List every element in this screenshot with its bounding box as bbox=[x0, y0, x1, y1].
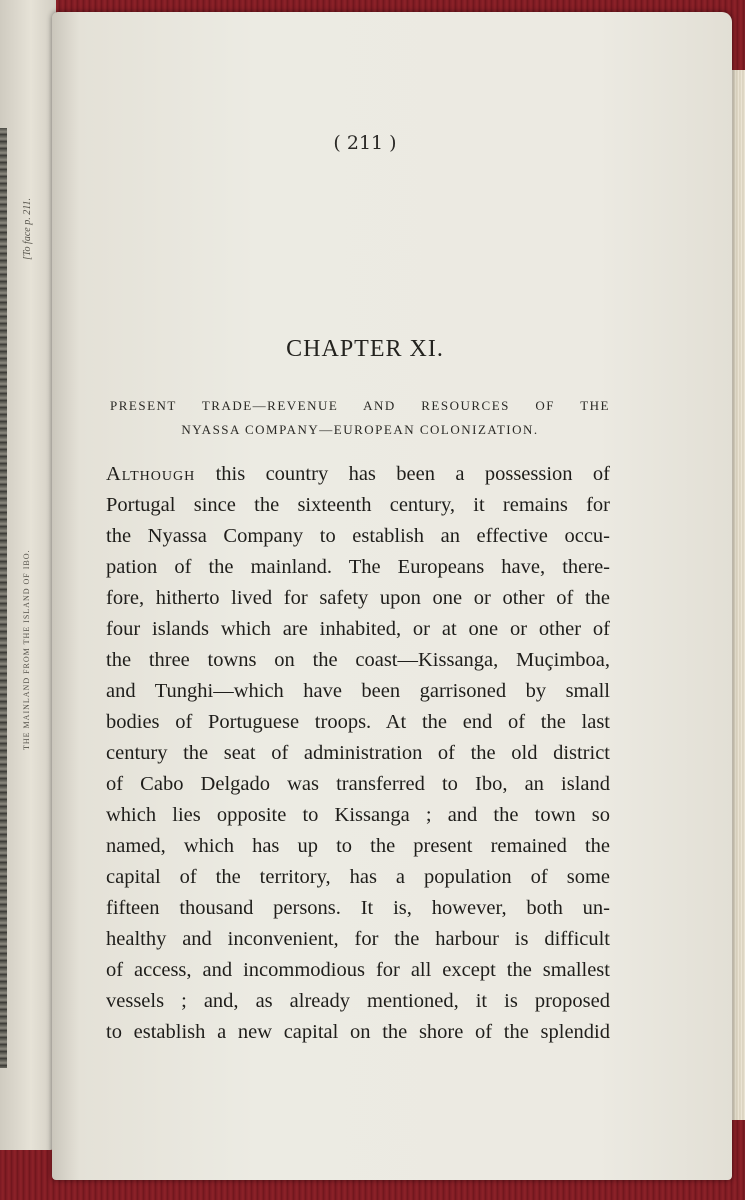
text-line: bodies of Portuguese troops. At the end of the last bbox=[106, 711, 610, 733]
text-line: named, which has up to the present remained the bbox=[106, 835, 610, 857]
page-number: ( 211 ) bbox=[333, 132, 397, 154]
text-line: pation of the mainland. The Europeans have, there- bbox=[106, 556, 610, 578]
facing-page bbox=[0, 0, 56, 1150]
text-line: the Nyassa Company to establish an effective occu- bbox=[106, 525, 610, 547]
text-line: capital of the territory, has a population of some bbox=[106, 866, 610, 888]
chapter-summary bbox=[110, 394, 610, 442]
text-line: and Tunghi—which have been garrisoned by small bbox=[106, 680, 610, 702]
text-line: fifteen thousand persons. It is, however, both un- bbox=[106, 897, 610, 919]
text-line: the three towns on the coast—Kissanga, Muçimboa, bbox=[106, 649, 610, 671]
text-line: Although this country has been a possession of bbox=[106, 463, 611, 485]
text-line: four islands which are inhabited, or at one or other of bbox=[106, 618, 610, 640]
text-line: to establish a new capital on the shore of the splendid bbox=[106, 1021, 610, 1043]
first-word: Although bbox=[106, 463, 196, 485]
plate-facing-note: [To face p. 211. bbox=[22, 198, 33, 260]
text-line: fore, hitherto lived for safety upon one or other of the bbox=[106, 587, 610, 609]
summary-line: NYASSA COMPANY—EUROPEAN COLONIZATION. bbox=[181, 422, 539, 437]
plate-image-edge bbox=[0, 128, 7, 1068]
body-text bbox=[106, 459, 610, 1048]
text-line: vessels ; and, as already mentioned, it is proposed bbox=[106, 990, 610, 1012]
text-line: healthy and inconvenient, for the harbour is difficult bbox=[106, 928, 610, 950]
chapter-title: CHAPTER XI. bbox=[286, 336, 444, 362]
plate-caption-text: THE MAINLAND FROM THE ISLAND OF IBO. bbox=[22, 549, 31, 750]
text-line: of Cabo Delgado was transferred to Ibo, an island bbox=[106, 773, 610, 795]
summary-line: PRESENT TRADE—REVENUE AND RESOURCES OF THE bbox=[110, 398, 610, 413]
text-line: century the seat of administration of the old district bbox=[106, 742, 610, 764]
text-line: which lies opposite to Kissanga ; and the town so bbox=[106, 804, 610, 826]
text-line: of access, and incommodious for all except the smallest bbox=[106, 959, 610, 981]
text-line: Portugal since the sixteenth century, it remains for bbox=[106, 494, 610, 516]
